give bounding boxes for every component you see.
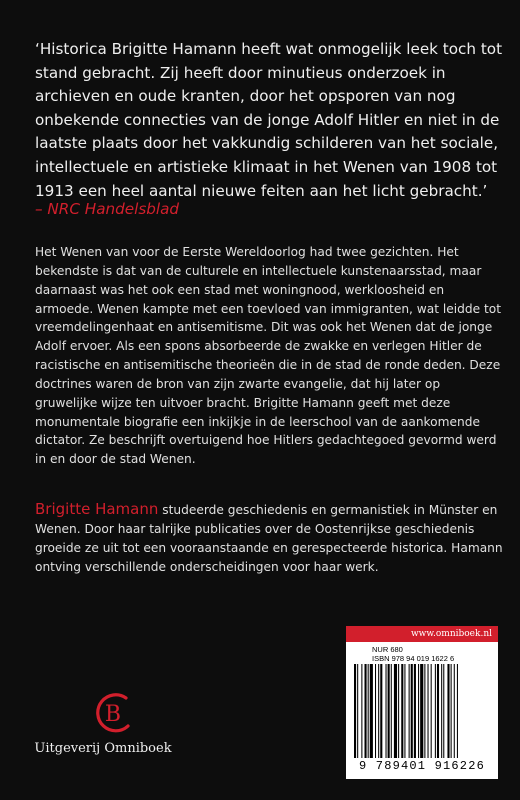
barcode-digits: 9 789401 916226	[358, 759, 486, 773]
nur-code: NUR 680	[372, 645, 403, 654]
svg-text:B: B	[104, 702, 122, 727]
author-name: Brigitte Hamann	[35, 500, 159, 518]
omniboek-logo-icon	[88, 688, 138, 738]
author-bio-text: studeerde geschiedenis en germanistiek in Münster en Wenen. Door haar talrijke publicaties over de Oostenrijkse geschiedenis groeide ze uit tot een vooraanstaande en gerespecteerde historica. Hamann ontving verschillende onderscheidingen voor haar werk.	[35, 503, 503, 574]
isbn-number: ISBN 978 94 019 1622 6	[372, 654, 455, 663]
publisher-url: www.omniboek.nl	[346, 626, 498, 642]
publisher-logo	[28, 688, 178, 758]
author-bio	[35, 500, 505, 576]
blurb-text: Het Wenen van voor de Eerste Wereldoorlog had twee gezichten. Het bekendste is dat van de culturele en intellectuele kunstenaarsstad, maar daarnaast was het ook een stad met woningnood, werkloosheid en armoede. Wenen kampte met een toevloed van immigranten, wat leidde tot vreemdelingenhaat en antisemitisme. Dit was ook het Wenen dat de jonge Adolf ervoer. Als een spons absorbeerde de zwakke en verlegen Hitler de racistische en antisemitische theorieën die in de stad de ronde deden. Deze doctrines waren de bron van zijn zwarte evangelie, dat hij later op gruwelijke wijze ten uitvoer bracht. Brigitte Hamann geeft met deze monumentale biografie een inkijkje in de leerschool van de aankomende dictator. Ze beschrijft overtuigend hoe Hitlers gedachtegoed gevormd werd in en door de stad Wenen.	[35, 245, 502, 467]
review-quote: ‘Historica Brigitte Hamann heeft wat onmogelijk leek toch tot stand gebracht. Zij heeft door minutieus onderzoek in archieven en oude kranten, door het opsporen van nog onbekende connecties van de jonge Adolf Hitler en niet in de laatste plaats door het vakkundig schilderen van het sociale, intellectuele en artistieke klimaat in het Wenen van 1908 tot 1913 een heel aantal nieuwe feiten aan het licht gebracht.’	[35, 40, 503, 200]
barcode-info	[346, 642, 498, 663]
barcode-panel	[346, 626, 498, 779]
publisher-name: Uitgeverij Omniboek	[34, 741, 172, 756]
barcode-icon	[350, 664, 494, 760]
quote-source: – NRC Handelsblad	[35, 200, 180, 218]
